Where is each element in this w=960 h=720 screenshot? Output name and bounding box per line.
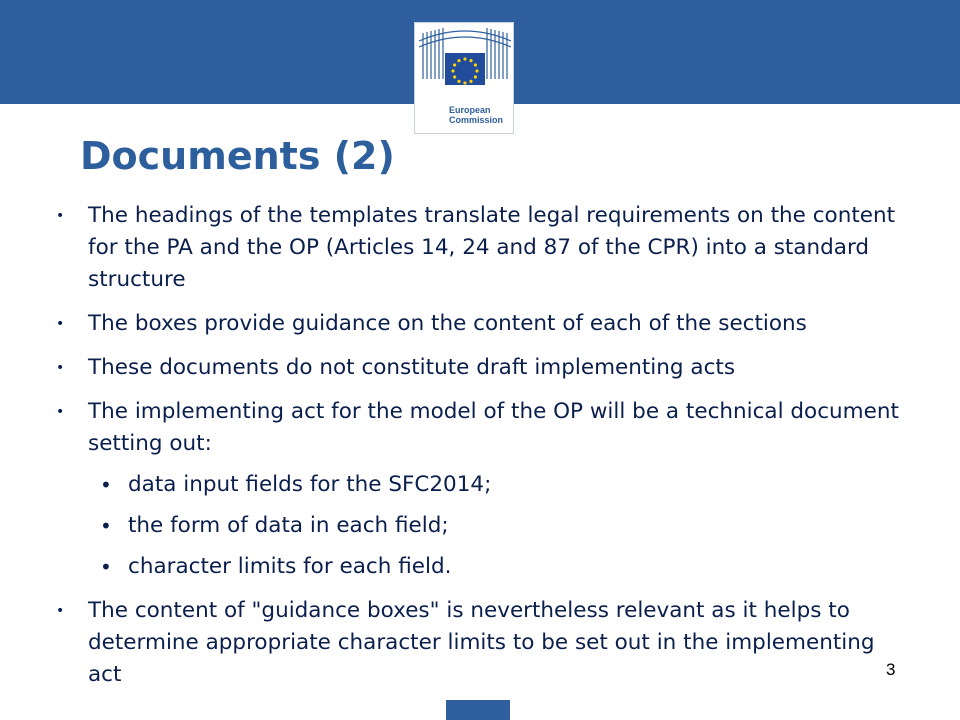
sub-bullet-item: • the form of data in each field; — [56, 510, 906, 542]
logo-line-1: European — [449, 105, 491, 115]
european-commission-logo — [414, 22, 514, 134]
footer-tab — [446, 700, 510, 720]
page-number: 3 — [886, 660, 896, 679]
bullet-item: • These documents do not constitute draft implementing acts — [56, 352, 906, 384]
bullet-item: • The implementing act for the model of the OP will be a technical document setting out: — [56, 396, 906, 460]
logo-text — [449, 105, 513, 125]
sub-bullet-item: • data input fields for the SFC2014; — [56, 469, 906, 501]
bullet-item: • The content of "guidance boxes" is nevertheless relevant as it helps to determine appropriate character limits to be set out in the implementing act — [56, 595, 906, 691]
bullet-list — [56, 200, 906, 703]
sub-bullet-item: • character limits for each field. — [56, 551, 906, 583]
bullet-item: • The headings of the templates translate legal requirements on the content for the PA and the OP (Articles 14, 24 and 87 of the CPR) into a standard structure — [56, 200, 906, 296]
slide-title: Documents (2) — [80, 134, 395, 178]
logo-line-2: Commission — [449, 115, 504, 125]
bullet-item: • The boxes provide guidance on the content of each of the sections — [56, 308, 906, 340]
